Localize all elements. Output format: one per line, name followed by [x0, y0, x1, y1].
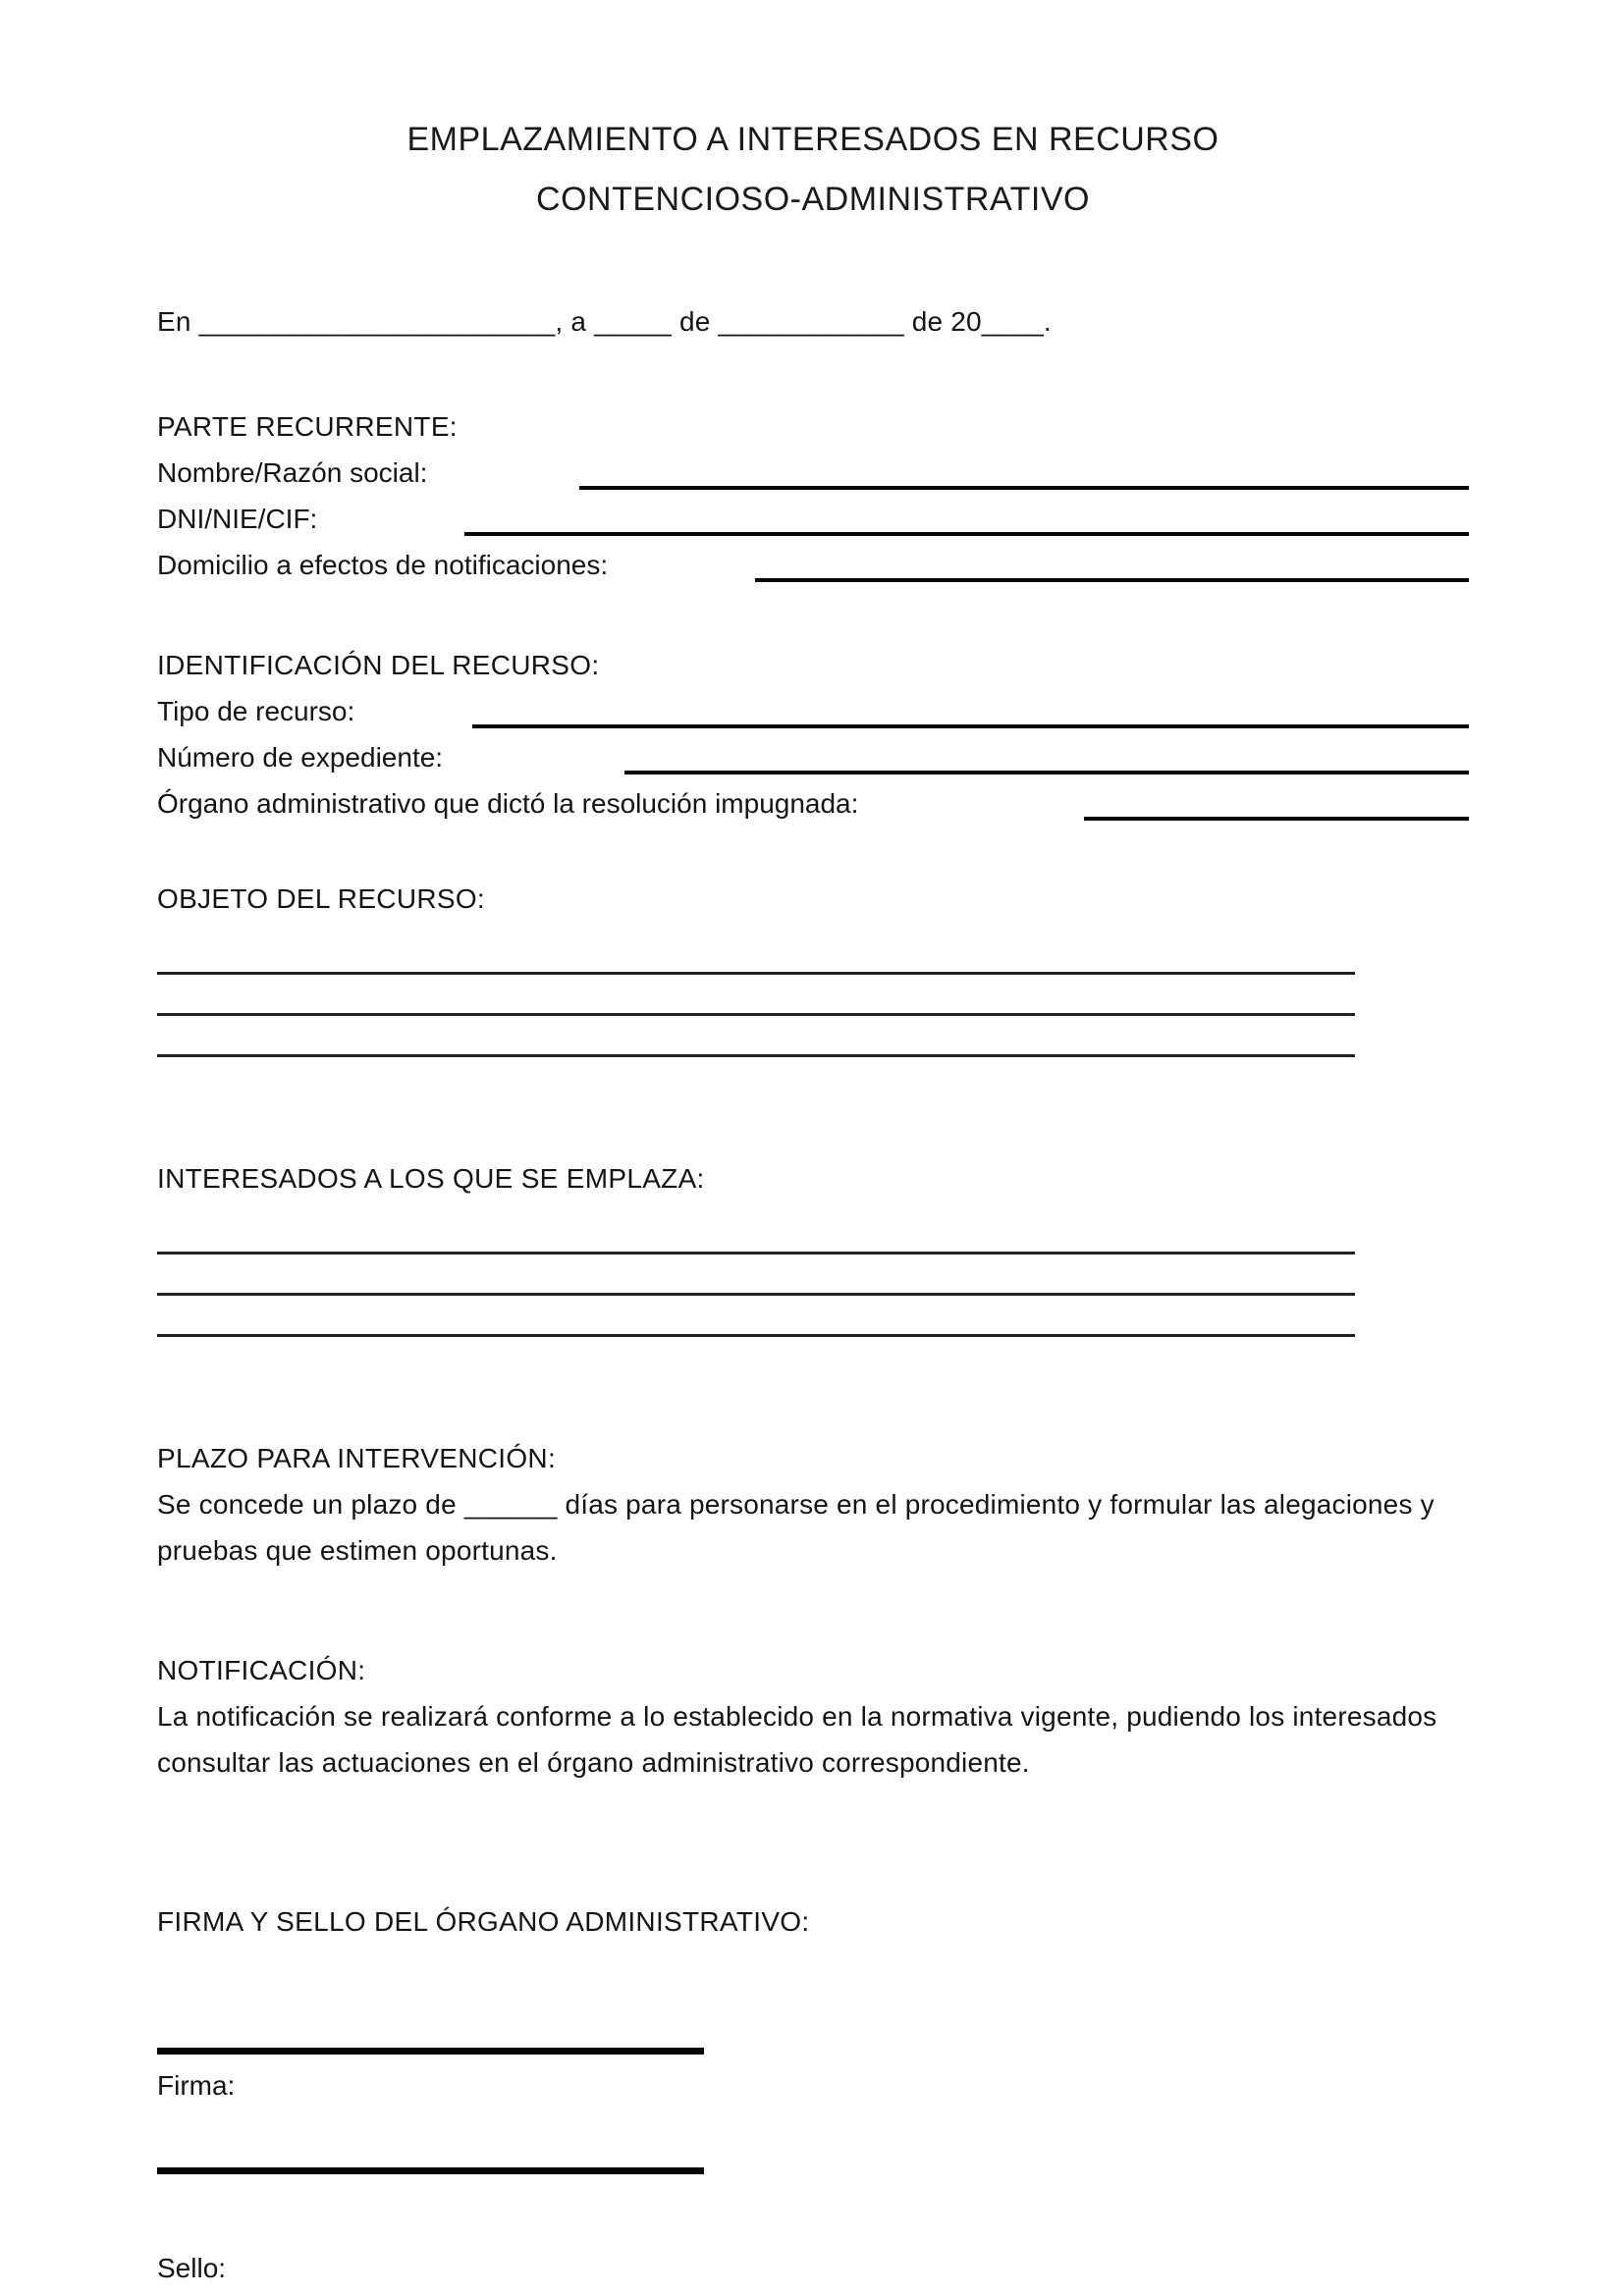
- objeto-writing-line[interactable]: [157, 934, 1355, 975]
- organo-fill-line[interactable]: [1084, 817, 1469, 821]
- section-heading-firma-sello: FIRMA Y SELLO DEL ÓRGANO ADMINISTRATIVO:: [157, 1906, 810, 1937]
- field-label-nombre: Nombre/Razón social:: [157, 457, 428, 488]
- field-label-dni: DNI/NIE/CIF:: [157, 504, 318, 534]
- firma-signature-line[interactable]: [157, 2048, 704, 2055]
- field-row-tipo-recurso: [157, 688, 1469, 734]
- date-fill-line[interactable]: En _______________________, a _____ de ____________ de 20____.: [157, 306, 1052, 337]
- tipo-recurso-fill-line[interactable]: [472, 724, 1469, 728]
- interesados-writing-line[interactable]: [157, 1213, 1355, 1255]
- notificacion-body-text: La notificación se realizará conforme a lo establecido en la normativa vigente, pudiendo los interesados consultar las actuaciones en el órgano administrativo correspondiente.: [157, 1701, 1437, 1778]
- field-label-domicilio: Domicilio a efectos de notificaciones:: [157, 550, 609, 580]
- field-label-numero-expediente: Número de expediente:: [157, 742, 444, 773]
- field-row-organo: [157, 780, 1469, 827]
- document-title-line-2: CONTENCIOSO-ADMINISTRATIVO: [536, 181, 1090, 218]
- dni-fill-line[interactable]: [464, 532, 1469, 536]
- field-row-dni: [157, 496, 1469, 542]
- field-label-tipo-recurso: Tipo de recurso:: [157, 696, 355, 726]
- interesados-writing-line[interactable]: [157, 1296, 1355, 1337]
- section-heading-plazo: PLAZO PARA INTERVENCIÓN:: [157, 1443, 557, 1473]
- section-heading-notificacion: NOTIFICACIÓN:: [157, 1655, 366, 1685]
- objeto-writing-line[interactable]: [157, 975, 1355, 1016]
- objeto-writing-area: [157, 934, 1469, 1057]
- section-heading-objeto: OBJETO DEL RECURSO:: [157, 883, 485, 914]
- plazo-body-text: Se concede un plazo de ______ días para personarse en el procedimiento y formular las alegaciones y pruebas que estimen oportunas.: [157, 1489, 1435, 1566]
- interesados-writing-line[interactable]: [157, 1255, 1355, 1296]
- field-row-domicilio: [157, 542, 1469, 588]
- firma-label: Firma:: [157, 2070, 236, 2101]
- field-row-nombre: [157, 450, 1469, 496]
- sello-line[interactable]: [157, 2167, 704, 2174]
- objeto-writing-line[interactable]: [157, 1016, 1355, 1057]
- field-row-numero-expediente: [157, 734, 1469, 780]
- nombre-fill-line[interactable]: [579, 486, 1469, 490]
- interesados-writing-area: [157, 1213, 1469, 1337]
- document-title-line-1: EMPLAZAMIENTO A INTERESADOS EN RECURSO: [406, 121, 1219, 158]
- domicilio-fill-line[interactable]: [755, 578, 1469, 582]
- document-title: [157, 110, 1469, 230]
- section-heading-parte-recurrente: PARTE RECURRENTE:: [157, 411, 458, 442]
- numero-expediente-fill-line[interactable]: [624, 771, 1469, 774]
- section-heading-interesados: INTERESADOS A LOS QUE SE EMPLAZA:: [157, 1163, 705, 1194]
- section-heading-identificacion: IDENTIFICACIÓN DEL RECURSO:: [157, 650, 600, 680]
- field-label-organo: Órgano administrativo que dictó la resolución impugnada:: [157, 788, 859, 819]
- sello-label: Sello:: [157, 2253, 227, 2283]
